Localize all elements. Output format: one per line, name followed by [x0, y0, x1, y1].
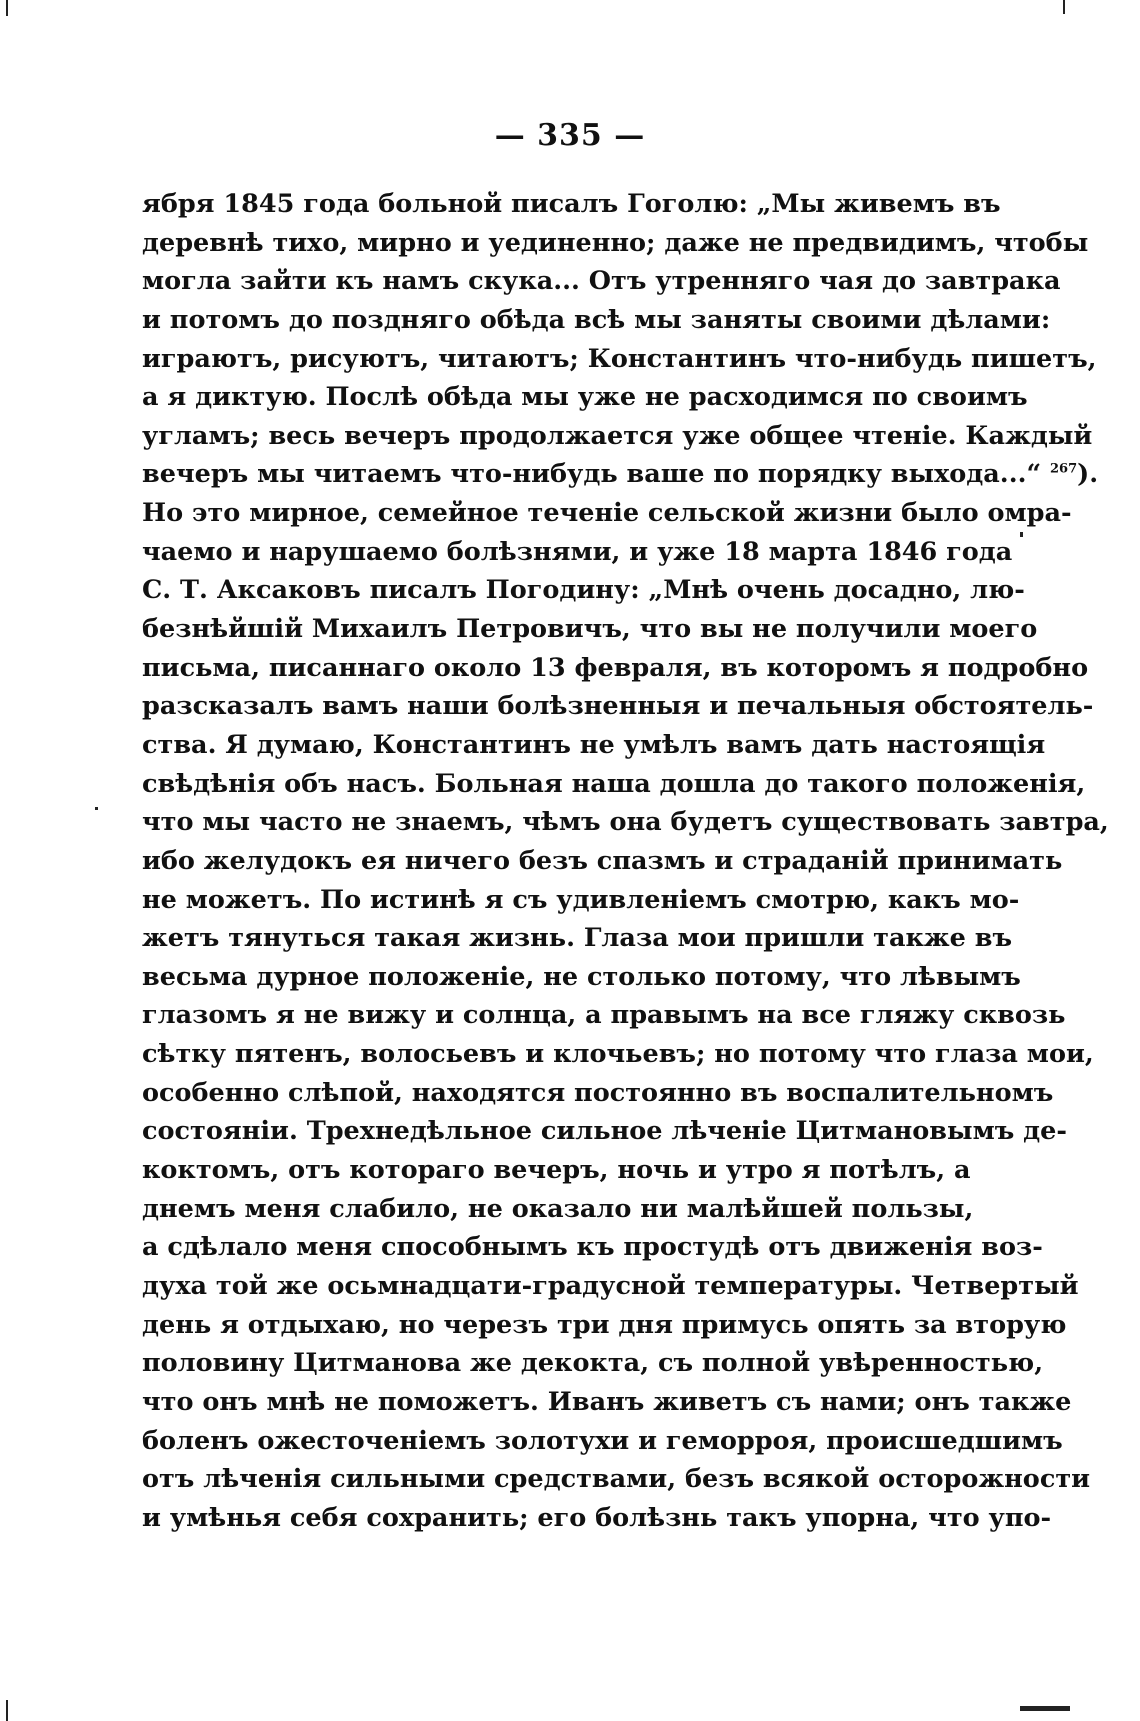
footnote-ref: 267	[1050, 461, 1078, 477]
text-line: что мы часто не знаемъ, чѣмъ она будетъ существовать завтра,	[142, 807, 1109, 838]
text-line: что онъ мнѣ не поможетъ. Иванъ живетъ съ нами; онъ также	[142, 1386, 1072, 1417]
text-line: особенно слѣпой, находятся постоянно въ воспалительномъ	[142, 1077, 1054, 1108]
text-line: деревнѣ тихо, мирно и уединенно; даже не предвидимъ, чтобы	[142, 227, 1089, 258]
scan-mark	[95, 807, 98, 810]
page-number: — 335 —	[494, 118, 646, 153]
text-line: безнѣйшій Михаилъ Петровичъ, что вы не получили моего	[142, 614, 1038, 645]
text-line: ября 1845 года больной писалъ Гоголю: „Мы живемъ въ	[142, 189, 1001, 219]
text-line: духа той же осьмнадцати-градусной температуры. Четвертый	[142, 1270, 1079, 1301]
text-line: глазомъ я не вижу и солнца, а правымъ на все гляжу сквозь	[142, 1000, 1066, 1031]
text-line: сѣтку пятенъ, волосьевъ и клочьевъ; но потому что глаза мои,	[142, 1039, 1094, 1070]
text-line: коктомъ, отъ котораго вечеръ, ночь и утро я потѣлъ, а	[142, 1155, 971, 1186]
body-text	[142, 185, 1109, 1537]
text-line: играютъ, рисуютъ, читаютъ; Константинъ что-нибудь пишетъ,	[142, 343, 1097, 374]
scan-mark	[1063, 0, 1065, 14]
text-line: Но это мирное, семейное теченіе сельской жизни было омра-	[142, 498, 1072, 529]
text-line-with-footnote	[142, 455, 1099, 494]
text-line: свѣдѣнія объ насъ. Больная наша дошла до такого положенія,	[142, 768, 1086, 799]
text-line: отъ лѣченія сильными средствами, безъ всякой осторожности	[142, 1464, 1091, 1495]
text-line: ства. Я думаю, Константинъ не умѣлъ вамъ дать настоящія	[142, 729, 1046, 760]
scan-mark	[1020, 532, 1023, 537]
text-line-content: вечеръ мы читаемъ что-нибудь ваше по порядку выхода...“	[142, 459, 1042, 490]
scan-mark	[6, 1700, 8, 1721]
text-line: могла зайти къ намъ скука... Отъ утренняго чая до завтрака	[142, 266, 1061, 297]
text-line: С. Т. Аксаковъ писалъ Погодину: „Мнѣ очень досадно, лю-	[142, 575, 1025, 606]
footnote-after: ).	[1077, 459, 1099, 490]
text-line: угламъ; весь вечеръ продолжается уже общее чтеніе. Каждый	[142, 420, 1093, 451]
text-line: жетъ тянуться такая жизнь. Глаза мои пришли также въ	[142, 923, 1013, 954]
text-line: состояніи. Трехнедѣльное сильное лѣченіе Цитмановымъ де-	[142, 1116, 1067, 1147]
text-line: чаемо и нарушаемо болѣзнями, и уже 18 марта 1846 года	[142, 536, 1013, 567]
text-line: письма, писаннаго около 13 февраля, въ которомъ я подробно	[142, 652, 1089, 683]
text-line: день я отдыхаю, но черезъ три дня примусь опять за вторую	[142, 1309, 1067, 1340]
scan-mark	[1020, 1706, 1070, 1711]
text-line: днемъ меня слабило, не оказало ни малѣйшей пользы,	[142, 1193, 974, 1224]
text-line: разсказалъ вамъ наши болѣзненныя и печальныя обстоятель-	[142, 691, 1094, 722]
text-line: а я диктую. Послѣ обѣда мы уже не расходимся по своимъ	[142, 382, 1028, 413]
text-line: ибо желудокъ ея ничего безъ спазмъ и страданій принимать	[142, 845, 1063, 876]
text-line: и потомъ до поздняго обѣда всѣ мы заняты своими дѣлами:	[142, 304, 1051, 335]
text-line: а сдѣлало меня способнымъ къ простудѣ отъ движенія воз-	[142, 1232, 1043, 1263]
text-line: половину Цитманова же декокта, съ полной увѣренностью,	[142, 1348, 1044, 1379]
text-line: не можетъ. По истинѣ я съ удивленіемъ смотрю, какъ мо-	[142, 884, 1020, 915]
text-line: и умѣнья себя сохранить; его болѣзнь такъ упорна, что упо-	[142, 1502, 1052, 1533]
scan-mark	[6, 0, 8, 16]
text-line: боленъ ожесточеніемъ золотухи и геморроя, происшедшимъ	[142, 1425, 1063, 1456]
text-line: весьма дурное положеніе, не столько потому, что лѣвымъ	[142, 961, 1021, 992]
